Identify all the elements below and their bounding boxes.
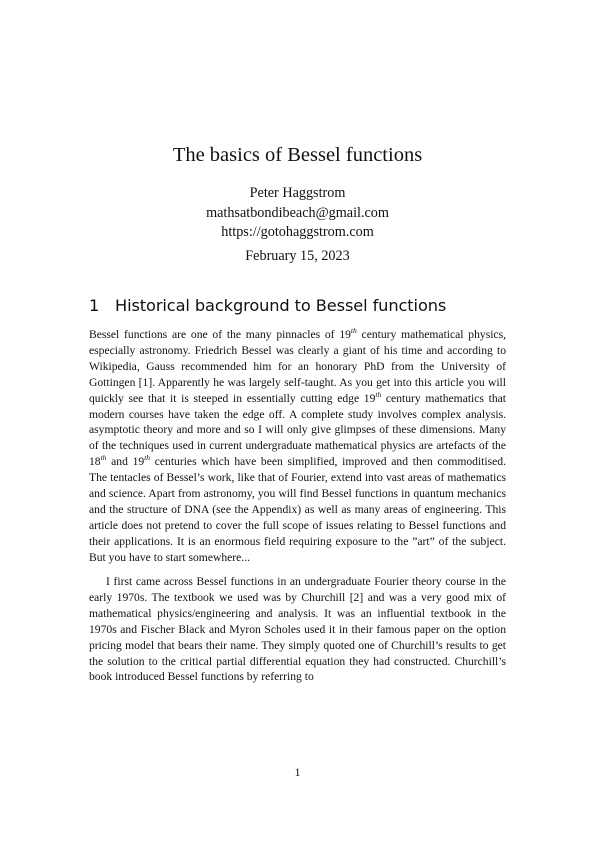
- paragraph-text: centuries which have been simplified, improved and then commoditised. The tentacles of Bessel’s work, like that of Fourier, extend into vast areas of mathematics and science. Apart from astronomy, you will find Bessel functions in quantum mechanics and the structure of DNA (see the Appendix) as well as many areas of engineering. This article does not pretend to cover the full scope of issues relating to Bessel functions and their applications. It is an enormous field requiring exposure to the ”art” of the subject. But you have to start somewhere...: [89, 455, 506, 564]
- author-block: [0, 184, 595, 243]
- superscript: th: [100, 453, 107, 463]
- paper-title: The basics of Bessel functions: [172, 144, 423, 166]
- paragraph-text: Bessel functions are one of the many pinnacles of 19: [89, 328, 351, 341]
- paragraph-text: and 19: [106, 455, 145, 469]
- section-title: Historical background to Bessel functions: [115, 296, 447, 315]
- superscript: th: [375, 389, 382, 399]
- page-number: 1: [294, 766, 301, 779]
- body-paragraph-1: [89, 327, 506, 566]
- section-number: 1: [89, 296, 100, 315]
- author-email: mathsatbondibeach@gmail.com: [206, 204, 389, 221]
- superscript: th: [350, 326, 357, 336]
- author-website: https://gotohaggstrom.com: [221, 224, 374, 241]
- body-paragraph-2: I first came across Bessel functions in an undergraduate Fourier theory course in the early 1970s. The textbook we used was by Churchill [2] and was a very good mix of mathematical physics/engineering and analysis. It was an influential textbook in the 1970s and Fischer Black and Myron Scholes used it in their famous paper on the option pricing model that bears their name. They simply quoted one of Churchill’s results to get the solution to the critical partial differential equation they had constructed. Churchill’s book introduced Bessel functions by referring to: [89, 575, 506, 684]
- paper-date: February 15, 2023: [245, 248, 350, 264]
- section-heading: [89, 296, 519, 315]
- paragraph-text: century mathematics that modern courses have taken the edge off. A complete study involves complex analysis. asymptotic theory and more and so I will only give glimpses of these dimensions. Many of the techniques used in current undergraduate mathematical physics are artefacts of the 18: [89, 391, 507, 469]
- author-name: Peter Haggstrom: [249, 185, 346, 201]
- paragraph-text: century mathematical physics, especially astronomy. Friedrich Bessel was clearly a giant of his time and according to Wikipedia, Gauss recommended him for an honorary PhD from the University of Gottingen [1]. Apparently he was largely self-taught. As you get into this article you will quickly see that it is steeped in essentially cutting edge 19: [89, 328, 506, 405]
- superscript: th: [144, 453, 151, 463]
